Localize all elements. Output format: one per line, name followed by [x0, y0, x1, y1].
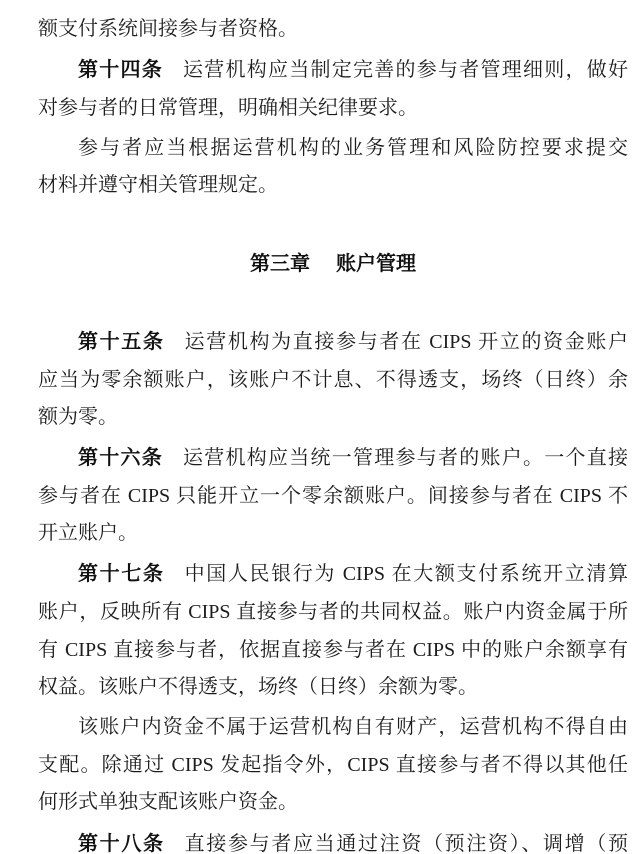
- text-line: 参与者在 CIPS 只能开立一个零余额账户。间接参与者在 CIPS 不: [38, 484, 628, 507]
- text-line: [38, 439, 628, 478]
- article-17-paragraph-2: [38, 709, 628, 822]
- carryover-paragraph: [38, 11, 628, 49]
- chapter-heading: [38, 245, 628, 283]
- article-text: 运营机构应当制定完善的参与者管理细则，做好: [183, 58, 628, 81]
- article-15: [38, 323, 628, 437]
- text-line: [38, 555, 628, 594]
- text-line: 支配。除通过 CIPS 发起指令外，CIPS 直接参与者不得以其他任: [38, 753, 628, 776]
- article-text: 直接参与者应当通过注资（预注资）、调增（预: [184, 832, 629, 854]
- text-line: 有 CIPS 直接参与者，依据直接参与者在 CIPS 中的账户余额享有: [38, 638, 628, 661]
- text-line: 开立账户。: [38, 522, 138, 545]
- article-14: [38, 51, 628, 127]
- text-line: 应当为零余额账户，该账户不计息、不得透支，场终（日终）余: [38, 368, 628, 391]
- article-text: 运营机构为直接参与者在 CIPS 开立的资金账户: [184, 331, 629, 354]
- text-line: 对参与者的日常管理，明确相关纪律要求。: [38, 96, 418, 119]
- chapter-title: 账户管理: [336, 251, 416, 276]
- text-line: 该账户内资金不属于运营机构自有财产，运营机构不得自由: [78, 716, 628, 739]
- text-line: [38, 51, 628, 90]
- chapter-number: 第三章: [250, 251, 310, 276]
- article-label: 第十八条: [78, 830, 165, 854]
- article-label: 第十六条: [78, 445, 163, 470]
- article-label: 第十四条: [78, 56, 163, 81]
- article-16: [38, 439, 628, 553]
- text-line: [38, 323, 628, 362]
- article-17: [38, 555, 628, 706]
- text-line: 何形式单独支配该账户资金。: [38, 791, 298, 814]
- text-line: 额支付系统间接参与者资格。: [38, 18, 298, 40]
- text-line: 额为零。: [38, 406, 118, 429]
- text-line: [38, 829, 628, 854]
- article-14-paragraph-2: [38, 130, 628, 205]
- article-text: 中国人民银行为 CIPS 在大额支付系统开立清算: [184, 563, 629, 586]
- article-18: [38, 829, 628, 854]
- text-line: 权益。该账户不得透支，场终（日终）余额为零。: [38, 676, 478, 699]
- article-label: 第十五条: [78, 329, 165, 354]
- text-line: 材料并遵守相关管理规定。: [38, 174, 278, 197]
- text-line: 参与者应当根据运营机构的业务管理和风险防控要求提交: [78, 136, 628, 159]
- article-text: 运营机构应当统一管理参与者的账户。一个直接: [183, 447, 628, 470]
- text-line: 账户，反映所有 CIPS 直接参与者的共同权益。账户内资金属于所: [38, 601, 628, 624]
- article-label: 第十七条: [78, 561, 165, 586]
- document-body: [38, 11, 628, 854]
